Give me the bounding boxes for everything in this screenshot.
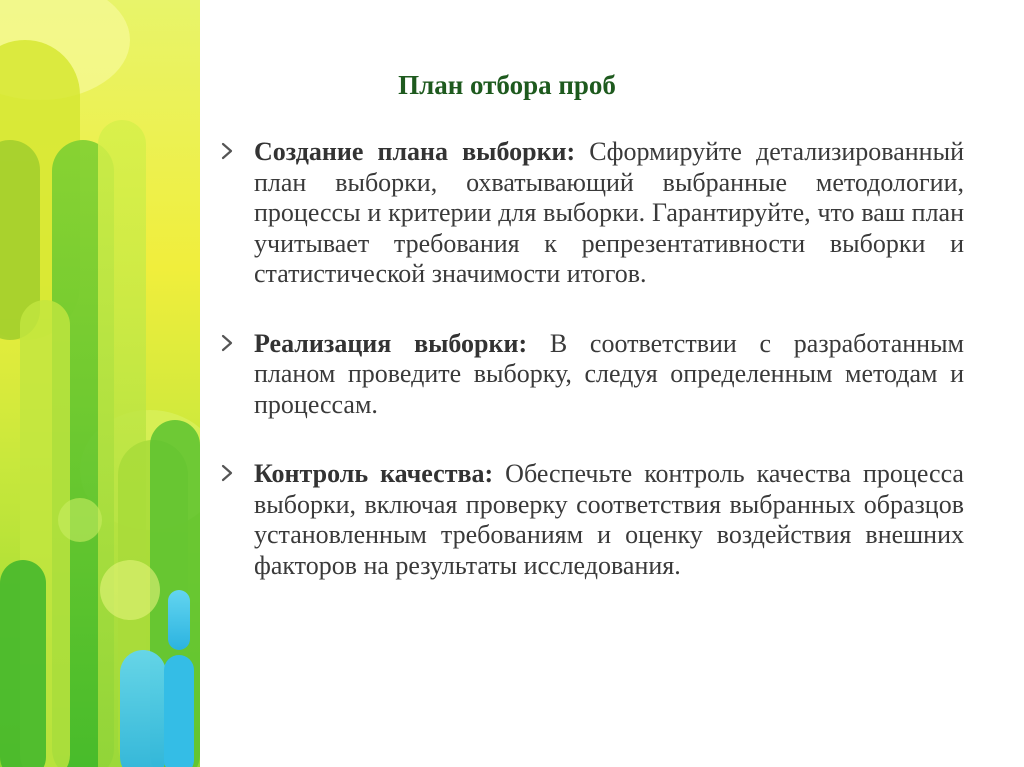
chevron-right-icon xyxy=(219,463,237,483)
chevron-right-icon xyxy=(219,141,237,161)
list-item xyxy=(212,137,964,290)
list-item-text xyxy=(254,329,964,421)
list-item-description: Обеспечьте контроль качества процесса выборки, включая проверку соответствия выбранных образцов установленным требованиям и оценку воздействия внешних факторов на результаты исследования. xyxy=(254,459,964,580)
list-item-description: В соответствии с разработанным планом проведите выборку, следуя определенным методам и процессам. xyxy=(254,328,964,419)
list-item-term: Контроль качества: xyxy=(254,459,494,488)
bullet-list xyxy=(212,137,964,620)
slide-content xyxy=(212,0,972,767)
list-item-text xyxy=(254,459,964,581)
list-item-term: Создание плана выборки: xyxy=(254,137,576,166)
decorative-side-panel xyxy=(0,0,200,767)
chevron-right-icon xyxy=(219,333,237,353)
list-item xyxy=(212,329,964,421)
list-item-text xyxy=(254,137,964,290)
list-item-term: Реализация выборки: xyxy=(254,328,528,358)
list-item xyxy=(212,459,964,581)
slide-title: План отбора проб xyxy=(398,70,616,100)
list-item-description: Сформируйте детализированный план выборки, охватывающий выбранные методологии, процессы и критерии для выборки. Гарантируйте, что ваш план учитывает требования к репрезентативности выборки и статистической значимости итогов. xyxy=(254,137,964,288)
